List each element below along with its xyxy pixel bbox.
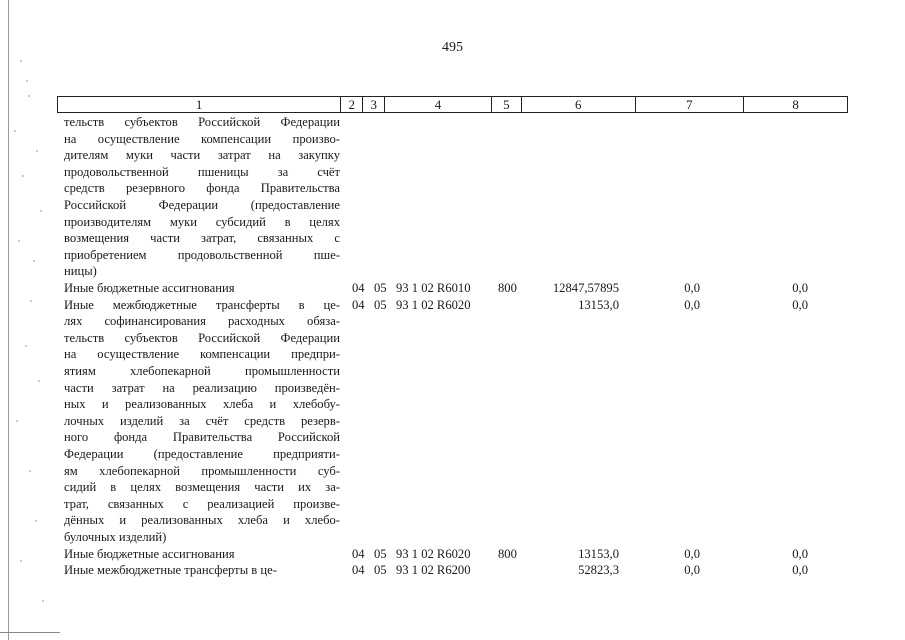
row-description xyxy=(64,114,340,280)
cell-c3: 05 xyxy=(374,297,387,312)
header-col-2: 2 xyxy=(341,97,363,112)
table-row xyxy=(0,546,905,563)
row-description xyxy=(64,562,340,579)
header-col-5: 5 xyxy=(492,97,522,112)
scan-speckle xyxy=(40,210,42,212)
table-row xyxy=(0,114,905,280)
cell-c8: 0,0 xyxy=(792,546,808,561)
scan-speckle xyxy=(36,150,38,152)
cell-c4: 93 1 02 R6020 xyxy=(396,297,471,312)
scan-speckle xyxy=(35,520,37,522)
scan-speckle xyxy=(29,470,31,472)
cell-c4: 93 1 02 R6200 xyxy=(396,563,471,578)
cell-c7: 0,0 xyxy=(684,546,700,561)
scan-speckle xyxy=(22,175,24,177)
cell-c6: 52823,3 xyxy=(578,563,619,578)
description-line: ного фонда Правительства Российской xyxy=(64,430,340,445)
description-line: ных и реализованных хлеба и хлебобу- xyxy=(64,397,340,412)
scan-speckle xyxy=(26,80,28,82)
description-line: приобретением продовольственной пше- xyxy=(64,247,340,262)
scan-speckle xyxy=(38,380,40,382)
header-col-8: 8 xyxy=(792,97,799,112)
cell-c2: 04 xyxy=(352,281,365,295)
row-description xyxy=(64,280,340,297)
table-header xyxy=(57,96,848,113)
header-col-6: 6 xyxy=(522,97,636,112)
description-line: лях софинансирования расходных обяза- xyxy=(64,314,340,329)
cell-c4: 93 1 02 R6020 xyxy=(396,546,471,561)
cell-c3: 05 xyxy=(374,546,387,561)
scan-speckle xyxy=(16,420,18,422)
description-line: дителям муки части затрат на закупку xyxy=(64,148,340,163)
cell-c3: 05 xyxy=(374,281,387,295)
cell-c8: 0,0 xyxy=(792,563,808,578)
row-description xyxy=(64,297,340,546)
description-line: производителям муки субсидий в целях xyxy=(64,214,340,229)
description-line: дённых и реализованных хлеба и хлебо- xyxy=(64,513,340,528)
description-line: средств резервного фонда Правительства xyxy=(64,181,340,196)
header-col-4: 4 xyxy=(385,97,492,112)
description-line: Федерации (предоставление предприяти- xyxy=(64,446,340,461)
page-number: 495 xyxy=(442,40,463,55)
description-line: Российской Федерации (предоставление xyxy=(64,197,340,212)
cell-c6: 12847,57895 xyxy=(552,281,619,295)
table-row xyxy=(0,297,905,546)
description-line: возмещения части затрат, связанных с xyxy=(64,231,340,246)
header-col-1: 1 xyxy=(58,97,341,112)
description-line: ям хлебопекарной промышленности суб- xyxy=(64,463,340,478)
description-line: тельств субъектов Российской Федерации xyxy=(64,330,340,345)
description-line: на осуществление компенсации предпри- xyxy=(64,347,340,362)
cell-c2: 04 xyxy=(352,297,365,312)
description-line: Иные межбюджетные трансферты в це- xyxy=(64,563,277,578)
cell-c7: 0,0 xyxy=(684,563,700,578)
description-line: булочных изделий) xyxy=(64,529,167,544)
cell-c2: 04 xyxy=(352,546,365,561)
cell-c6: 13153,0 xyxy=(578,297,619,312)
cell-c6: 13153,0 xyxy=(578,546,619,561)
scan-speckle xyxy=(42,600,44,602)
table-row xyxy=(0,280,905,297)
header-col-7: 7 xyxy=(636,97,745,112)
scan-speckle xyxy=(20,60,22,62)
cell-c7: 0,0 xyxy=(684,297,700,312)
description-line: ятиям хлебопекарной промышленности xyxy=(64,363,340,378)
description-line: тельств субъектов Российской Федерации xyxy=(64,115,340,129)
table-row xyxy=(0,562,905,579)
cell-c8: 0,0 xyxy=(792,281,808,295)
scan-speckle xyxy=(25,345,27,347)
cell-c5: 800 xyxy=(498,546,517,561)
description-line: Иные бюджетные ассигнования xyxy=(64,546,235,561)
description-line: на осуществление компенсации произво- xyxy=(64,131,340,146)
scan-speckle xyxy=(28,95,30,97)
scan-speckle xyxy=(18,240,20,242)
header-col-3: 3 xyxy=(363,97,385,112)
cell-c3: 05 xyxy=(374,563,387,578)
description-line: Иные межбюджетные трансферты в це- xyxy=(64,297,340,312)
description-line: части затрат на реализацию произведён- xyxy=(64,380,340,395)
description-line: ницы) xyxy=(64,264,97,279)
description-line: Иные бюджетные ассигнования xyxy=(64,281,235,295)
description-line: сидий в целях возмещения части их за- xyxy=(64,480,340,495)
scan-mark xyxy=(0,632,60,633)
row-description xyxy=(64,546,340,563)
scan-speckle xyxy=(14,130,16,132)
cell-c8: 0,0 xyxy=(792,297,808,312)
scan-speckle xyxy=(20,560,22,562)
description-line: лочных изделий за счёт средств резерв- xyxy=(64,413,340,428)
cell-c5: 800 xyxy=(498,281,517,295)
cell-c2: 04 xyxy=(352,563,365,578)
cell-c4: 93 1 02 R6010 xyxy=(396,281,471,295)
description-line: трат, связанных с реализацией произве- xyxy=(64,496,340,511)
description-line: продовольственной пшеницы за счёт xyxy=(64,164,340,179)
cell-c7: 0,0 xyxy=(684,281,700,295)
scan-speckle xyxy=(30,300,32,302)
scan-speckle xyxy=(33,260,35,262)
